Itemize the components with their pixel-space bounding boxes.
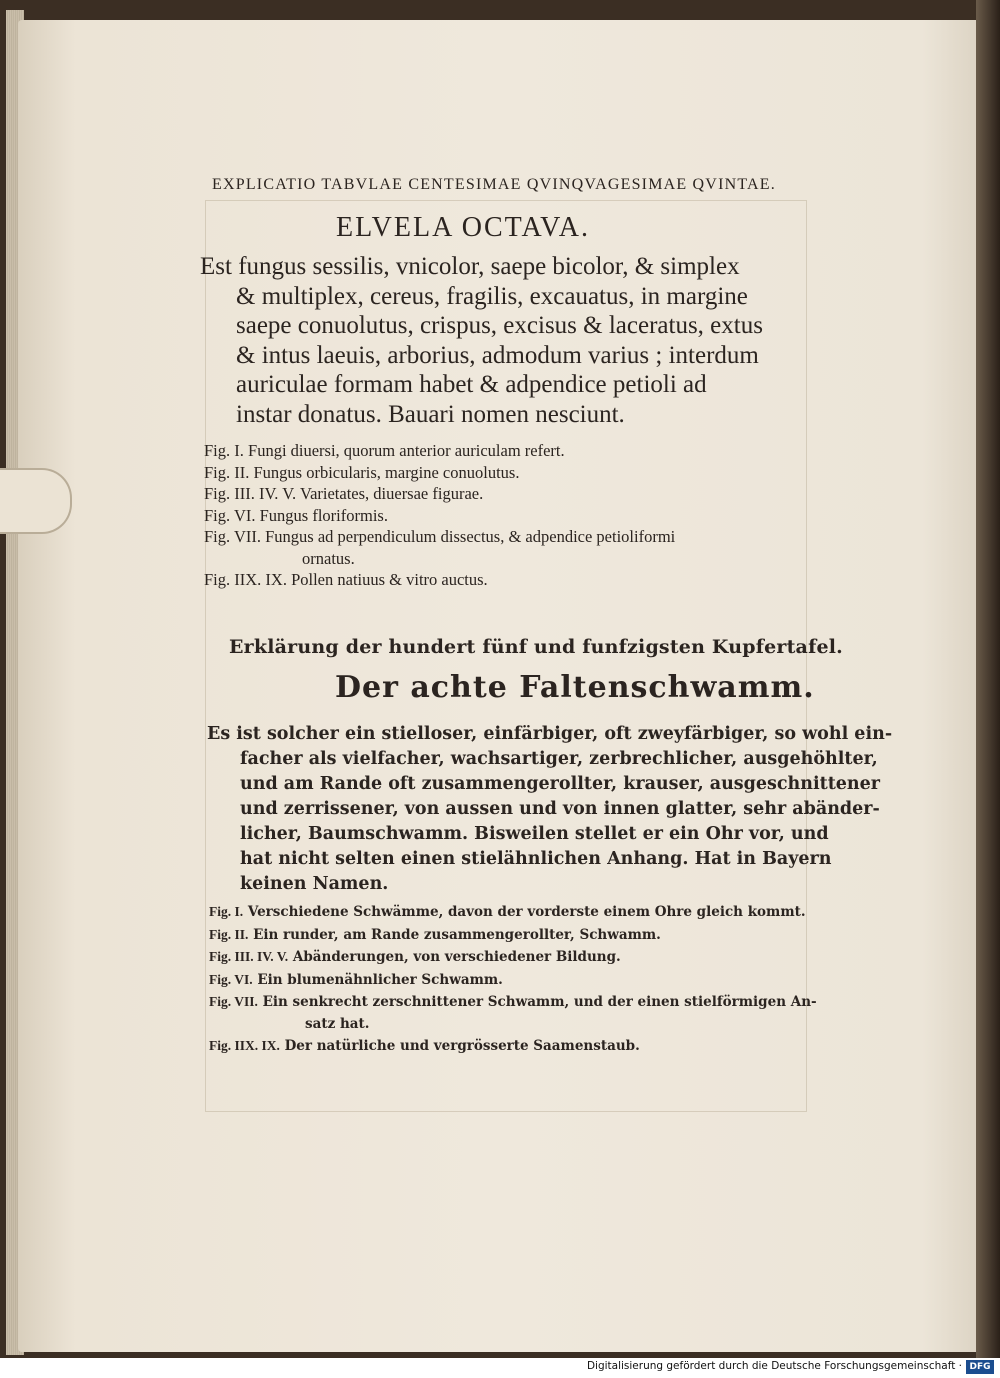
figure-label: Fig. II. xyxy=(209,926,249,942)
figure-text: Fungus ad perpendiculum dissectus, & adpendice petioliformi xyxy=(265,527,676,546)
german-figure-item xyxy=(209,901,817,924)
figure-label: Fig. III. IV. V. xyxy=(204,484,297,503)
german-body-line: facher als vielfacher, wachsartiger, zerbrechlicher, ausgehöhlter, xyxy=(240,749,878,769)
german-figure-item xyxy=(209,991,817,1014)
dfg-logo: DFG xyxy=(966,1360,994,1374)
figure-text: Abänderungen, von verschiedener Bildung. xyxy=(292,949,621,965)
figure-label: Fig. I. xyxy=(204,441,244,460)
figure-text: Ein blumenähnlicher Schwamm. xyxy=(257,971,503,988)
german-body-line: licher, Baumschwamm. Bisweilen stellet er ein Ohr vor, und xyxy=(240,824,829,844)
latin-figure-item xyxy=(204,505,675,527)
german-body-line: Es ist solcher ein stielloser, einfärbiger, oft zweyfärbiger, so wohl ein- xyxy=(207,724,893,744)
latin-figure-item xyxy=(204,548,675,570)
latin-description xyxy=(200,252,763,429)
latin-figure-item xyxy=(204,569,675,591)
running-title: EXPLICATIO TABVLAE CENTESIMAE QVINQVAGESIMAE QVINTAE. xyxy=(212,176,776,193)
figure-label: Fig. II. xyxy=(204,462,250,482)
figure-text: Fungus orbicularis, margine conuolutus. xyxy=(253,462,520,482)
german-figure-item xyxy=(209,1014,817,1036)
figure-label: Fig. VI. xyxy=(209,971,253,987)
german-description xyxy=(207,722,892,897)
german-title: Der achte Faltenschwamm. xyxy=(335,670,815,705)
figure-label: Fig. I. xyxy=(209,904,244,919)
figure-label: Fig. III. IV. V. xyxy=(209,949,289,964)
latin-figure-item xyxy=(204,526,675,548)
latin-figure-list xyxy=(204,440,675,591)
bookmark-tab xyxy=(0,468,72,534)
german-body-line: keinen Namen. xyxy=(240,874,389,894)
latin-body-line: & intus laeuis, arborius, admodum varius ; interdum xyxy=(236,341,759,369)
german-figure-list xyxy=(209,901,817,1058)
latin-body-line: saepe conuolutus, crispus, excisus & laceratus, extus xyxy=(236,312,763,339)
funding-credit: Digitalisierung gefördert durch die Deutsche Forschungsgemeinschaft · xyxy=(586,1360,962,1372)
latin-body-line: Est fungus sessilis, vnicolor, saepe bicolor, & simplex xyxy=(200,253,740,280)
figure-text: Der natürliche und vergrösserte Saamenstaub. xyxy=(284,1038,640,1054)
german-body-line: und zerrissener, von aussen und von innen glatter, sehr abänder- xyxy=(240,799,880,819)
german-figure-item xyxy=(209,946,817,969)
figure-text: Ein runder, am Rande zusammengerollter, Schwamm. xyxy=(253,926,661,943)
figure-label: Fig. IIX. IX. xyxy=(204,570,287,589)
footer-bar xyxy=(0,1358,1000,1378)
figure-text: ornatus. xyxy=(302,548,355,568)
latin-body-line: & multiplex, cereus, fragilis, excauatus, in margine xyxy=(236,282,748,310)
latin-figure-item xyxy=(204,483,675,505)
german-figure-item xyxy=(209,1035,817,1058)
figure-text: Verschiedene Schwämme, davon der vorderste einem Ohre gleich kommt. xyxy=(247,904,806,920)
figure-label: Fig. VII. xyxy=(204,527,261,546)
figure-label: Fig. IIX. IX. xyxy=(209,1038,280,1053)
german-figure-item xyxy=(209,924,817,947)
book-cover-edge xyxy=(976,0,1000,1358)
figure-text: satz hat. xyxy=(305,1015,370,1032)
figure-text: Ein senkrecht zerschnittener Schwamm, und der einen stielförmigen An- xyxy=(262,994,817,1010)
figure-text: Pollen natiuus & vitro auctus. xyxy=(291,570,488,589)
latin-figure-item xyxy=(204,462,675,484)
figure-text: Fungi diuersi, quorum anterior auriculam refert. xyxy=(248,441,565,460)
latin-body-line: instar donatus. Bauari nomen nesciunt. xyxy=(236,400,625,428)
german-heading: Erklärung der hundert fünf und funfzigsten Kupfertafel. xyxy=(229,636,843,658)
latin-body-line: auriculae formam habet & adpendice petioli ad xyxy=(236,371,707,398)
german-body-line: und am Rande oft zusammengerollter, krauser, ausgeschnittener xyxy=(240,774,881,794)
figure-text: Fungus floriformis. xyxy=(259,505,388,525)
latin-figure-item xyxy=(204,440,675,462)
latin-title: ELVELA OCTAVA. xyxy=(336,212,590,243)
german-figure-item xyxy=(209,969,817,992)
figure-label: Fig. VI. xyxy=(204,505,256,525)
german-body-line: hat nicht selten einen stielähnlichen Anhang. Hat in Bayern xyxy=(240,849,832,869)
figure-text: Varietates, diuersae figurae. xyxy=(299,484,484,503)
figure-label: Fig. VII. xyxy=(209,994,258,1009)
